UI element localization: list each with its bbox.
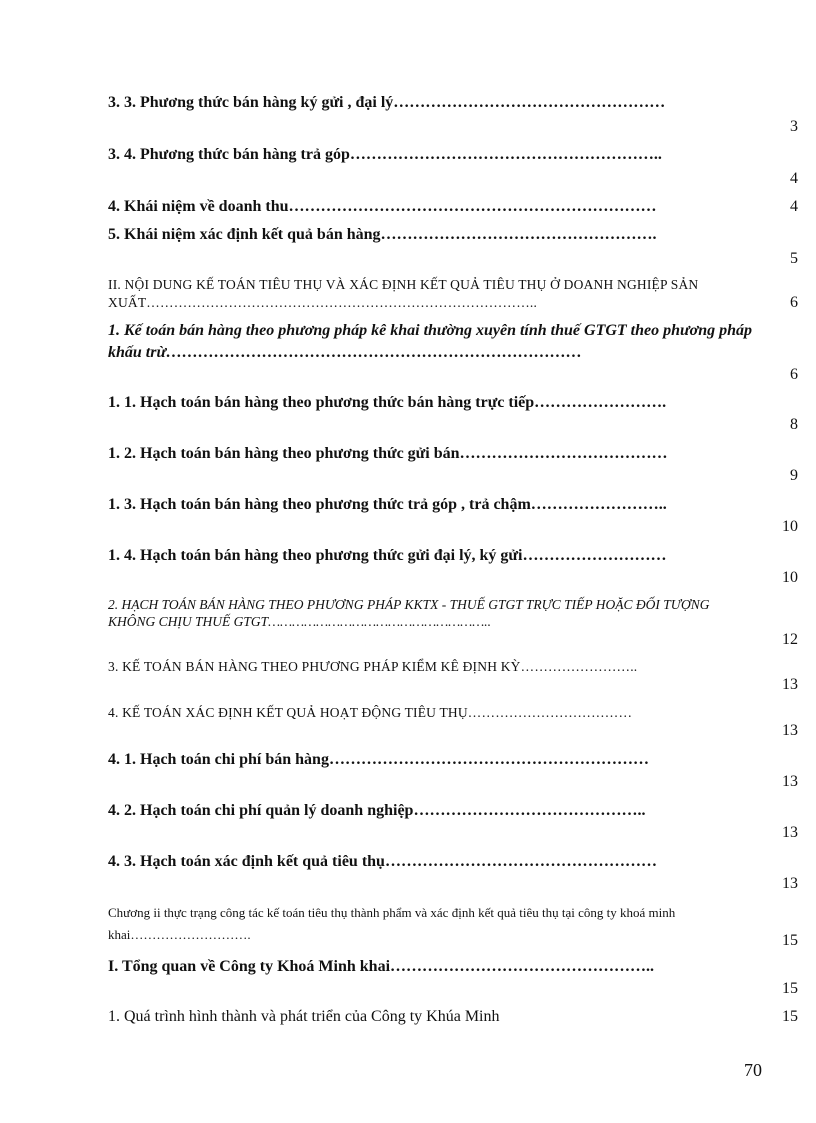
toc-entry-page: 13 — [782, 824, 798, 841]
toc-entry[interactable] — [108, 144, 798, 190]
toc-entry[interactable] — [108, 443, 798, 487]
toc-entry-title: 1. Kế toán bán hàng theo phương pháp kê khai thường xuyên tính thuế GTGT theo phương pháp khấu trừ…………………………………………………………………… — [108, 322, 752, 361]
toc-entry[interactable] — [108, 224, 798, 270]
toc-entry-page: 9 — [790, 467, 798, 484]
toc-entry[interactable] — [108, 658, 798, 696]
toc-entry[interactable] — [108, 545, 798, 589]
toc-entry[interactable] — [108, 92, 798, 138]
toc-entry-page: 15 — [782, 980, 798, 997]
toc-entry-title: 1. 4. Hạch toán bán hàng theo phương thức gửi đại lý, ký gửi……………………… — [108, 547, 667, 564]
toc-entry[interactable] — [108, 320, 798, 386]
toc-entry-title: II. NỘI DUNG KẾ TOÁN TIÊU THỤ VÀ XÁC ĐỊNH KẾT QUẢ TIÊU THỤ Ở DOANH NGHIỆP SẢN XUẤT………………………………………………………………………….. — [108, 277, 699, 310]
toc-entry-title: 3. KẾ TOÁN BÁN HÀNG THEO PHƯƠNG PHÁP KIỂM KÊ ĐỊNH KỲ…………………….. — [108, 659, 638, 674]
toc-entry[interactable] — [108, 596, 798, 651]
toc-entry-page: 10 — [782, 518, 798, 535]
toc-entry[interactable] — [108, 392, 798, 436]
toc-entry[interactable] — [108, 749, 798, 793]
toc-entry[interactable] — [108, 902, 798, 952]
toc-entry-title: 1. 2. Hạch toán bán hàng theo phương thức gửi bán………………………………… — [108, 445, 668, 462]
toc-entry-page: 10 — [782, 569, 798, 586]
toc-entry-page: 15 — [782, 932, 798, 949]
toc-entry[interactable] — [108, 276, 798, 314]
toc-entry-title: 5. Khái niệm xác định kết quả bán hàng……………………………………………. — [108, 226, 657, 243]
toc-entry-page: 13 — [782, 875, 798, 892]
toc-entry-page: 13 — [782, 676, 798, 693]
toc-entry[interactable] — [108, 704, 798, 742]
toc-entry-page: 15 — [782, 1008, 798, 1025]
toc-entry[interactable] — [108, 851, 798, 895]
toc-entry-title: 1. 1. Hạch toán bán hàng theo phương thức bán hàng trực tiếp……………………. — [108, 394, 667, 411]
toc-entry-page: 4 — [790, 198, 798, 215]
toc-entry-page: 3 — [790, 118, 798, 135]
toc-entry[interactable] — [108, 956, 798, 1000]
toc-entry-title: 4. KẾ TOÁN XÁC ĐỊNH KẾT QUẢ HOẠT ĐỘNG TIÊU THỤ……………………………… — [108, 705, 633, 720]
toc-entry-page: 12 — [782, 631, 798, 648]
page-number: 70 — [744, 1060, 762, 1080]
toc-entry[interactable] — [108, 196, 798, 218]
toc-entry-title: 3. 4. Phương thức bán hàng trả góp………………………………………………….. — [108, 146, 662, 163]
toc-entry[interactable] — [108, 1006, 798, 1028]
toc-entry-page: 13 — [782, 773, 798, 790]
toc-entry-title: 1. Quá trình hình thành và phát triển của Công ty Khúa Minh — [108, 1008, 500, 1025]
toc-entry-title: 2. HẠCH TOÁN BÁN HÀNG THEO PHƯƠNG PHÁP KKTX - THUẾ GTGT TRỰC TIẾP HOẶC ĐỐI TƯỢNG KHÔNG CHỊU THUẾ GTGT……………………………………………….. — [108, 597, 710, 629]
toc-entry-title: Chương ii thực trạng công tác kế toán tiêu thụ thành phẩm và xác định kết quả tiêu thụ tại công ty khoá minh khai………………………. — [108, 905, 676, 942]
toc-entry-title: 4. 1. Hạch toán chi phí bán hàng…………………………………………………… — [108, 751, 649, 768]
toc-entry-page: 4 — [790, 170, 798, 187]
toc-entry-page: 6 — [790, 366, 798, 383]
toc-entry-title: I. Tổng quan về Công ty Khoá Minh khai………………………………………….. — [108, 958, 655, 975]
toc-entry-title: 3. 3. Phương thức bán hàng ký gửi , đại lý…………………………………………… — [108, 94, 666, 111]
toc-entry-page: 8 — [790, 416, 798, 433]
toc-entry-title: 4. Khái niệm về doanh thu…………………………………………………………… — [108, 198, 657, 215]
toc-entry-page: 6 — [790, 294, 798, 311]
toc-entry-title: 4. 2. Hạch toán chi phí quản lý doanh nghiệp…………………………………….. — [108, 802, 646, 819]
toc-entry-page: 5 — [790, 250, 798, 267]
toc-entry-page: 13 — [782, 722, 798, 739]
toc-entry[interactable] — [108, 800, 798, 844]
toc-entry-title: 4. 3. Hạch toán xác định kết quả tiêu thụ…………………………………………… — [108, 853, 657, 870]
toc-entry-title: 1. 3. Hạch toán bán hàng theo phương thức trả góp , trả chậm…………………….. — [108, 496, 667, 513]
toc-entry[interactable] — [108, 494, 798, 538]
